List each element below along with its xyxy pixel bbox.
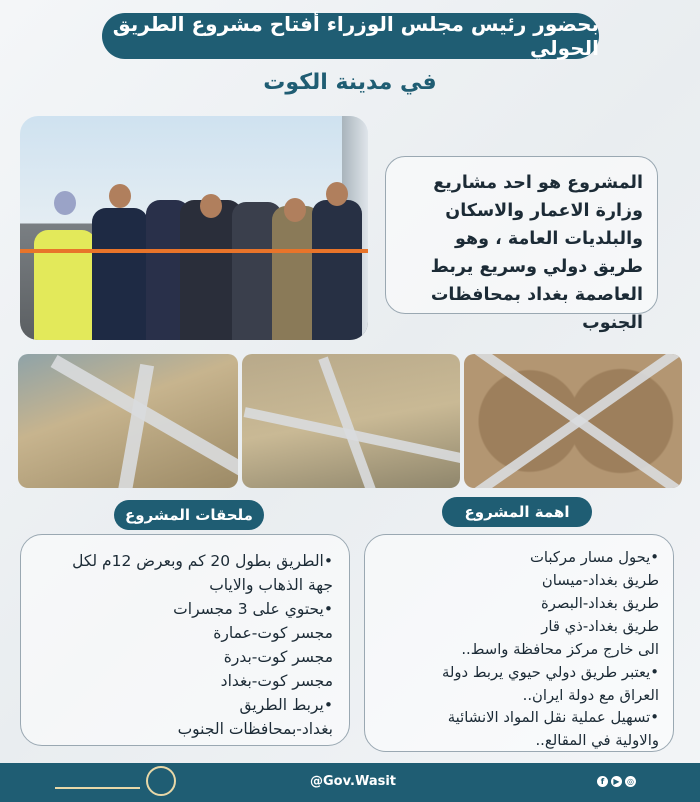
- importance-label: اهمة المشروع: [442, 497, 592, 527]
- social-icons: [597, 776, 636, 787]
- wasit-governorate-logo: [55, 766, 176, 796]
- features-line: مجسر كوت-بدرة: [223, 648, 333, 667]
- features-line: •الطريق بطول 20 كم وبعرض 12م لكل: [72, 552, 333, 570]
- importance-line: •يحول مسار مركبات: [529, 549, 659, 566]
- title-banner: [102, 13, 599, 59]
- description-text: المشروع هو احد مشاريع وزارة الاعمار والاسكان والبلديات العامة ، وهو طريق دولي وسريع يربط العاصمة بغداد بمحافظات الجنوب: [430, 173, 643, 333]
- features-line: مجسر كوت-بغداد: [220, 672, 333, 691]
- importance-line: الى خارج مركز محافظة واسط..: [461, 640, 659, 658]
- features-line: •يحتوي على 3 مجسرات: [173, 600, 333, 619]
- features-line: بغداد-بمحافظات الجنوب: [177, 720, 333, 739]
- youtube-icon[interactable]: ▶: [611, 776, 622, 787]
- importance-line: العراق مع دولة ايران..: [522, 686, 659, 704]
- instagram-icon[interactable]: ◎: [625, 776, 636, 787]
- importance-line: طريق بغداد-ذي قار: [541, 617, 659, 635]
- page-title: بحضور رئيس مجلس الوزراء أفتاح مشروع الطريق الحولي: [112, 12, 599, 60]
- ribbon-cutting-photo: [20, 116, 368, 340]
- project-description: [385, 156, 658, 333]
- importance-line: والاولية في المقالع..: [535, 732, 659, 750]
- features-line: مجسر كوت-عمارة: [213, 624, 333, 643]
- facebook-icon[interactable]: f: [597, 776, 608, 787]
- importance-line: طريق بغداد-ميسان: [541, 571, 659, 589]
- features-label: ملحقات المشروع: [114, 500, 264, 530]
- page-subtitle: في مدينة الكوت: [263, 70, 437, 95]
- seal-icon: [146, 766, 176, 796]
- aerial-photo-interchange: [242, 354, 460, 488]
- importance-line: •تسهيل عملية نقل المواد الانشائية: [447, 709, 659, 727]
- features-box: [20, 534, 350, 746]
- importance-line: •يعتبر طريق دولي حيوي يربط دولة: [441, 663, 659, 681]
- features-line: جهة الذهاب والاياب: [209, 576, 333, 595]
- features-line: •يربط الطريق: [239, 696, 333, 715]
- importance-line: طريق بغداد-البصرة: [541, 594, 659, 612]
- importance-box: [364, 534, 674, 752]
- aerial-photo-cloverleaf: [464, 354, 682, 488]
- social-handle[interactable]: @Gov.Wasit: [310, 774, 397, 789]
- aerial-photo-bridge: [18, 354, 238, 488]
